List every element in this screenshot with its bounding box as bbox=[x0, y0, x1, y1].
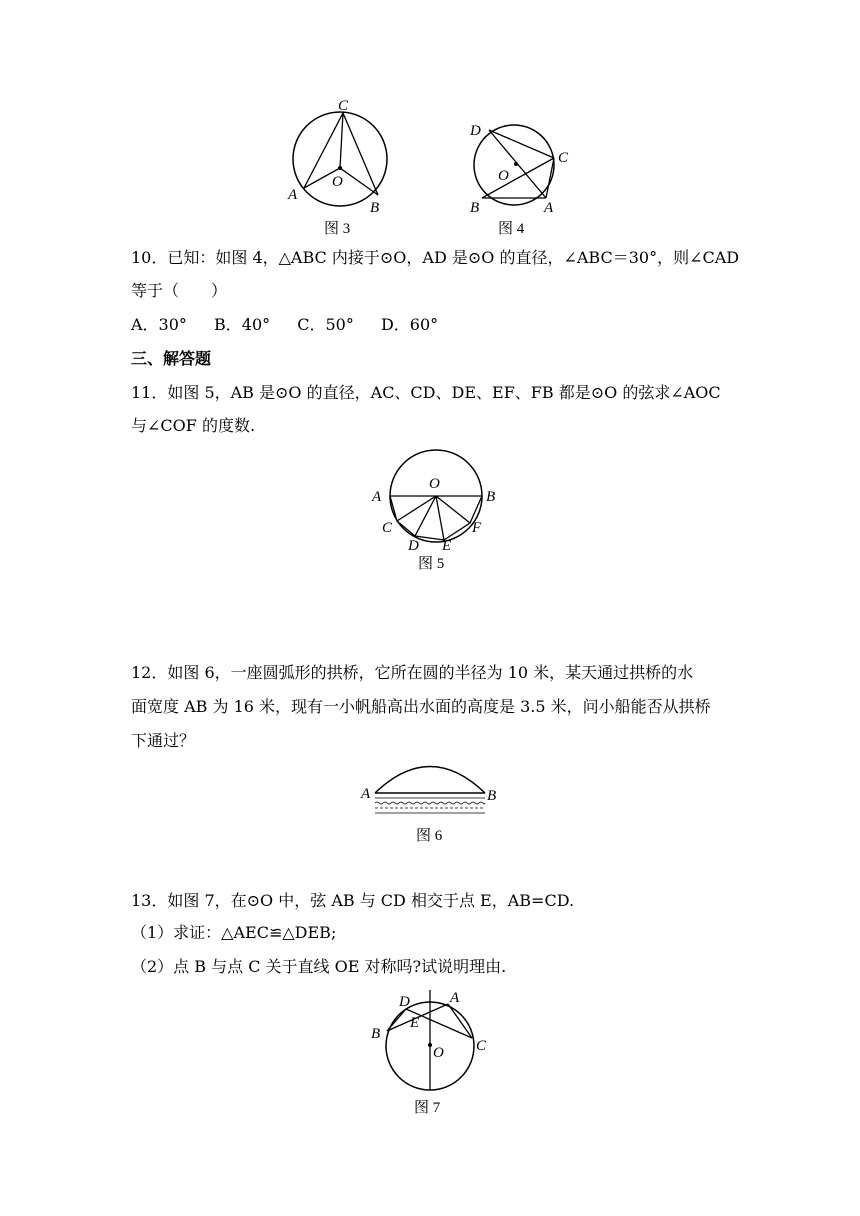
fig3-caption: 图 3 bbox=[324, 221, 351, 237]
fig4-caption: 图 4 bbox=[498, 221, 525, 237]
fig5-label-a: A bbox=[372, 489, 382, 505]
fig5-label-c: C bbox=[382, 520, 393, 536]
fig3-label-b: B bbox=[370, 200, 380, 216]
q11-line-2: 与∠COF 的度数. bbox=[131, 416, 256, 435]
q13-line-1: 13．如图 7，在⊙O 中，弦 AB 与 CD 相交于点 E，AB=CD. bbox=[131, 891, 575, 910]
figure-4 bbox=[464, 120, 594, 240]
fig6-caption: 图 6 bbox=[416, 828, 443, 844]
fig7-label-c: C bbox=[476, 1038, 487, 1054]
fig6-label-b: B bbox=[487, 788, 497, 804]
fig7-caption: 图 7 bbox=[414, 1100, 441, 1116]
fig5-label-e: E bbox=[442, 538, 452, 554]
q10-option-c: C．50° bbox=[297, 315, 354, 334]
fig7-label-o: O bbox=[433, 1045, 444, 1061]
q10-option-b: B．40° bbox=[214, 315, 271, 334]
figure-6 bbox=[358, 760, 508, 850]
q10-option-d: D．60° bbox=[380, 315, 439, 334]
section-heading: 三、解答题 bbox=[131, 349, 212, 368]
q10-line-1: 10．已知：如图 4，△ABC 内接于⊙O，AD 是⊙O 的直径，∠ABC＝30°，则∠CAD bbox=[131, 248, 740, 267]
q10-options bbox=[131, 315, 460, 335]
fig5-caption: 图 5 bbox=[418, 556, 445, 572]
fig5-label-b: B bbox=[486, 489, 496, 505]
fig5-label-o: O bbox=[429, 476, 440, 492]
fig5-label-d: D bbox=[408, 538, 419, 554]
fig7-label-a: A bbox=[450, 990, 460, 1006]
fig3-label-c: C bbox=[338, 98, 349, 114]
fig5-label-f: F bbox=[472, 520, 482, 536]
q12-line-3: 下通过？ bbox=[131, 731, 196, 750]
fig4-label-b: B bbox=[470, 200, 480, 216]
fig4-label-c: C bbox=[558, 150, 569, 166]
fig6-label-a: A bbox=[361, 786, 371, 802]
fig3-label-o: O bbox=[332, 174, 343, 190]
fig7-label-e: E bbox=[410, 1015, 420, 1031]
fig4-label-a: A bbox=[544, 200, 554, 216]
q10-option-a: A．30° bbox=[131, 315, 187, 334]
q13-part-1: （1）求证：△AEC≌△DEB; bbox=[131, 923, 337, 942]
q11-line-1: 11．如图 5，AB 是⊙O 的直径，AC、CD、DE、EF、FB 都是⊙O 的弦求∠AOC bbox=[131, 383, 721, 402]
q12-line-1: 12．如图 6，一座圆弧形的拱桥，它所在圆的半径为 10 米，某天通过拱桥的水 bbox=[131, 663, 694, 682]
fig7-label-d: D bbox=[399, 994, 410, 1010]
fig4-label-d: D bbox=[470, 123, 481, 139]
figure-7 bbox=[366, 985, 496, 1120]
fig7-label-b: B bbox=[371, 1026, 381, 1042]
figure-3 bbox=[280, 100, 400, 240]
figure-5 bbox=[362, 450, 502, 575]
q10-line-2: 等于（ ） bbox=[131, 281, 228, 300]
fig4-label-o: O bbox=[498, 168, 509, 184]
q12-line-2: 面宽度 AB 为 16 米，现有一小帆船高出水面的高度是 3.5 米，问小船能否从拱桥 bbox=[131, 697, 711, 716]
fig3-label-a: A bbox=[288, 187, 298, 203]
q13-part-2: （2）点 B 与点 C 关于直线 OE 对称吗?试说明理由. bbox=[131, 957, 507, 976]
